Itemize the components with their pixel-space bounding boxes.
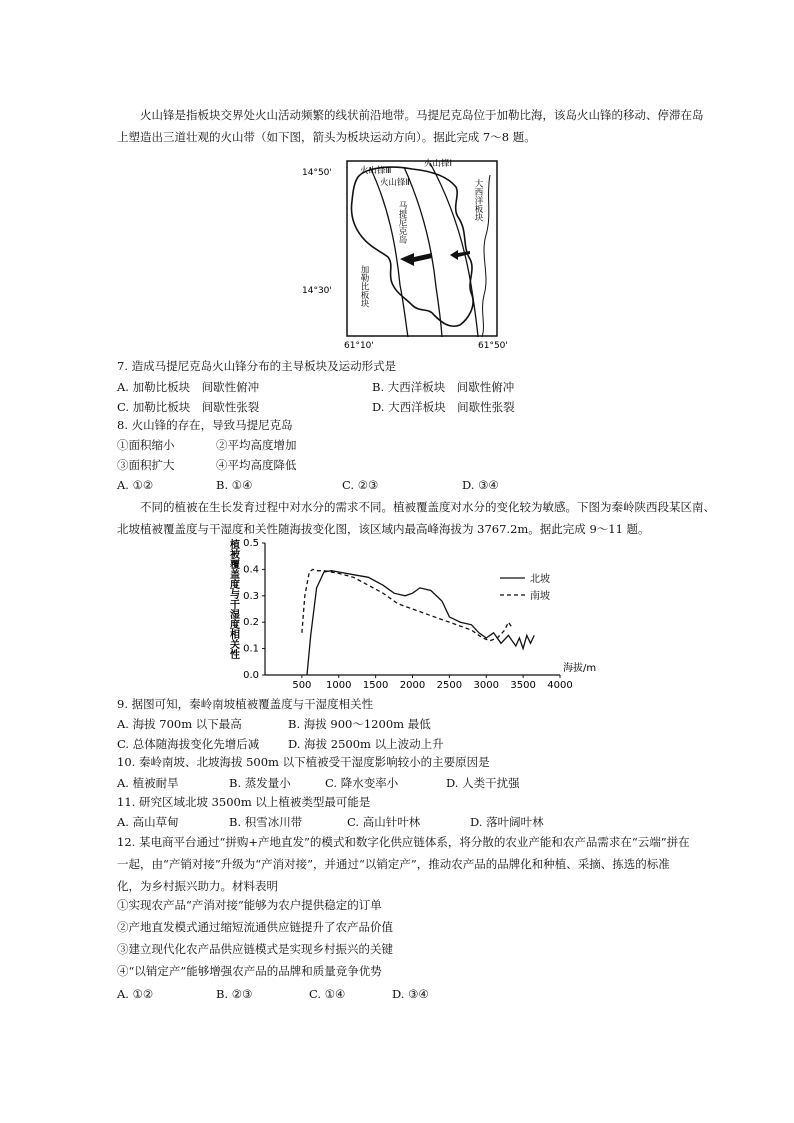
island-outline (351, 167, 473, 326)
q11-option-d: D. 落叶阔叶林 (470, 815, 544, 829)
q9-option-a: A. 海拔 700m 以下最高 (117, 717, 242, 731)
series-south-slope-line (302, 569, 512, 640)
lat-top-label: 14°50' (302, 168, 332, 178)
chart-y-tick-label: 0.3 (243, 590, 259, 602)
q8-option-b: B. ①④ (216, 478, 253, 492)
martinique-volcanic-front-map (300, 155, 530, 353)
chart-x-tick-label: 2000 (399, 680, 426, 691)
q8-statement-4: ④平均高度降低 (216, 458, 297, 472)
q10-option-c: C. 降水变率小 (325, 776, 399, 790)
intro-paragraph-2-line-1: 不同的植被在生长发育过程中对水分的需求不同。植被覆盖度对水分的变化较为敏感。下图为秦岭陕西段某区南、 (140, 500, 715, 514)
front-1-label: 火山锋Ⅰ (424, 159, 453, 169)
lon-left-label: 61°10' (344, 341, 374, 351)
q8-option-c: C. ②③ (342, 478, 379, 492)
lon-right-label: 61°50' (478, 341, 508, 351)
q7-option-b: B. 大西洋板块 间歇性俯冲 (372, 380, 515, 394)
q12-option-d: D. ③④ (392, 987, 429, 1001)
lat-bottom-label: 14°30' (302, 286, 332, 296)
intro-paragraph-2-line-2: 北坡植被覆盖度与干湿度和关性随海拔变化图，该区域内最高峰海拔为 3767.2m。据此完成 9～11 题。 (117, 522, 650, 536)
q9-option-d: D. 海拔 2500m 以上波动上升 (288, 737, 444, 751)
question-12-line-1: 12. 某电商平台通过“拼购+产地直发”的模式和数字化供应链体系，将分散的农业产能和农产品需求在“云端”拼在 (117, 835, 690, 849)
q12-option-b: B. ②③ (216, 987, 253, 1001)
chart-y-tick-label: 0.2 (243, 617, 259, 629)
q7-option-d: D. 大西洋板块 间歇性张裂 (372, 400, 515, 414)
legend-north-label: 北坡 (530, 574, 550, 585)
q7-option-a: A. 加勒比板块 间歇性俯冲 (117, 380, 260, 394)
chart-x-tick-label: 3000 (473, 680, 499, 691)
intro-paragraph-1-line-1: 火山锋是指板块交界处火山活动频繁的线状前沿地带。马提尼克岛位于加勒比海，该岛火山锋的移动、停滞在岛 (140, 108, 704, 122)
q11-option-c: C. 高山针叶林 (347, 815, 421, 829)
question-8-stem: 8. 火山锋的存在，导致马提尼克岛 (117, 418, 293, 432)
question-10-stem: 10. 秦岭南坡、北坡海拔 500m 以下植被受干湿度影响较小的主要原因是 (117, 755, 490, 769)
caribbean-plate-label: 加勒比板块 (359, 265, 369, 308)
atlantic-plate-edge (482, 175, 490, 337)
q12-statement-4: ④“以销定产”能够增强农产品的品牌和质量竞争优势 (117, 964, 382, 978)
vegetation-correlation-chart (225, 535, 597, 693)
question-7-stem: 7. 造成马提尼克岛火山锋分布的主导板块及运动形式是 (117, 359, 397, 373)
atlantic-plate-label: 大西洋板块 (473, 179, 483, 222)
island-label: 马提尼克岛 (397, 201, 407, 244)
chart-x-tick-label: 500 (292, 680, 312, 691)
q8-statement-1: ①面积缩小 (117, 438, 175, 452)
q11-option-b: B. 积雪冰川带 (229, 815, 303, 829)
front-3-label: 火山锋Ⅲ (360, 166, 392, 176)
chart-x-tick-label: 4000 (547, 680, 573, 691)
chart-x-tick-label: 1500 (362, 680, 389, 691)
chart-x-tick-label: 1000 (326, 680, 352, 691)
legend-south-label: 南坡 (530, 591, 550, 602)
q10-option-b: B. 蒸发量小 (229, 776, 291, 790)
chart-y-tick-label: 0.4 (243, 564, 259, 576)
chart-x-tick-label: 2500 (436, 680, 463, 691)
question-9-stem: 9. 据图可知，秦岭南坡植被覆盖度与干湿度相关性 (117, 697, 374, 711)
chart-y-tick-label: 0.5 (243, 538, 259, 549)
intro-paragraph-1-line-2: 上塑造出三道壮观的火山带（如下图，箭头为板块运动方向）。据此完成 7～8 题。 (117, 130, 536, 144)
chart-x-tick-label: 3500 (510, 680, 536, 691)
q9-option-b: B. 海拔 900～1200m 最低 (288, 717, 431, 731)
q9-option-c: C. 总体随海拔变化先增后减 (117, 737, 260, 751)
q8-statement-2: ②平均高度增加 (216, 438, 297, 452)
q11-option-a: A. 高山草甸 (117, 815, 179, 829)
q12-statement-2: ②产地直发模式通过缩短流通供应链提升了农产品价值 (117, 920, 393, 934)
question-12-line-3: 化，为乡村振兴助力。材料表明 (117, 879, 278, 893)
q10-option-d: D. 人类干扰强 (446, 776, 520, 790)
front-2-label: 火山锋Ⅱ (380, 178, 410, 188)
series-north-slope-line (307, 571, 534, 675)
chart-x-axis-label: 海拔/m (563, 663, 597, 674)
question-12-line-2: 一起，由“产销对接”升级为“产消对接”，并通过“以销定产”，推动农产品的品牌化和种植、采摘、拣选的标准 (117, 857, 670, 871)
chart-y-tick-label: 0.0 (243, 670, 259, 681)
q12-statement-3: ③建立现代化农产品供应链模式是实现乡村振兴的关键 (117, 942, 393, 956)
q7-option-c: C. 加勒比板块 间歇性张裂 (117, 400, 260, 414)
q12-option-c: C. ①④ (309, 987, 346, 1001)
q8-option-a: A. ①② (117, 478, 154, 492)
q8-option-d: D. ③④ (462, 478, 499, 492)
question-11-stem: 11. 研究区域北坡 3500m 以上植被类型最可能是 (117, 795, 371, 809)
q8-statement-3: ③面积扩大 (117, 458, 175, 472)
q12-option-a: A. ①② (117, 987, 154, 1001)
q12-statement-1: ①实现农产品“产消对接”能够为农户提供稳定的订单 (117, 898, 382, 912)
q10-option-a: A. 植被耐旱 (117, 776, 179, 790)
chart-y-axis-label: 植被覆盖度与干湿度相关性 (227, 539, 239, 659)
chart-y-tick-label: 0.1 (243, 643, 259, 655)
